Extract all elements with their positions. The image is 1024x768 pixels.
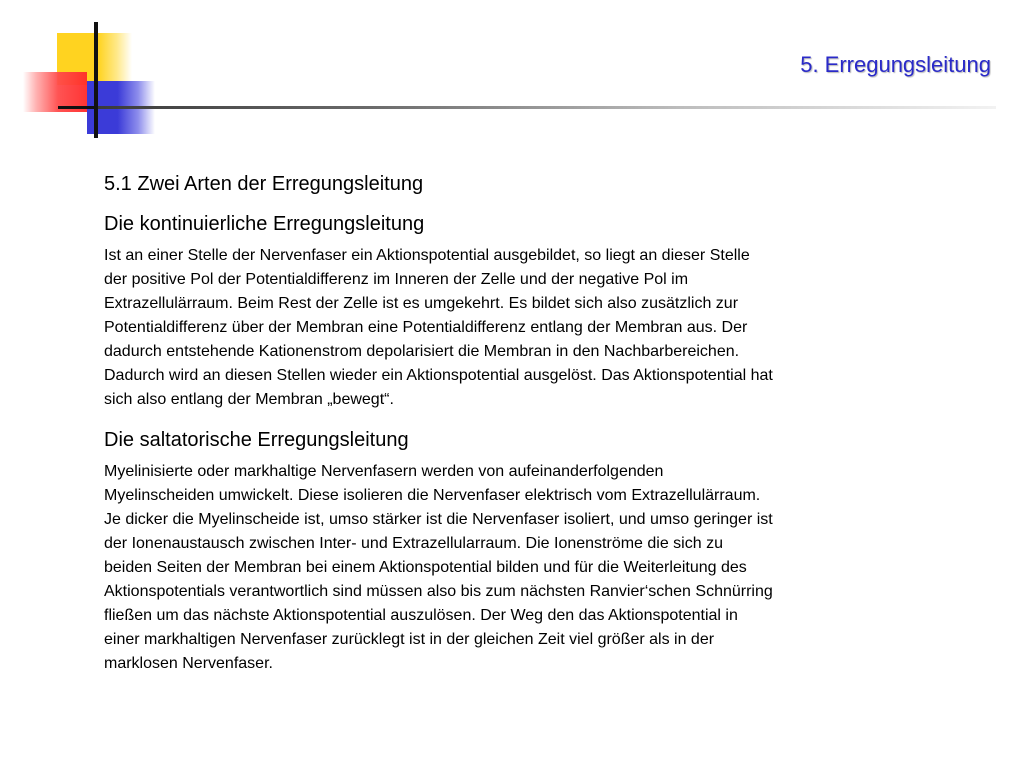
paragraph: [104, 244, 944, 412]
title-divider: [98, 106, 996, 109]
vertical-line-decoration: [94, 22, 98, 138]
paragraph-line: beiden Seiten der Membran bei einem Aktionspotential bilden und für die Weiterleitung des: [104, 559, 747, 576]
paragraph-line: Extrazellulärraum. Beim Rest der Zelle ist es umgekehrt. Es bildet sich also zusätzlich zur: [104, 295, 739, 312]
paragraph: [104, 460, 944, 676]
paragraph-line: Ist an einer Stelle der Nervenfaser ein Aktionspotential ausgebildet, so liegt an dieser Stelle: [104, 247, 750, 264]
paragraph-line: Aktionspotentials verantwortlich sind müssen also bis zum nächsten Ranvier‘schen Schnürring: [104, 583, 773, 600]
section-saltatory: [104, 426, 944, 676]
section-continuous: [104, 210, 944, 412]
paragraph-line: Potentialdifferenz über der Membran eine Potentialdifferenz entlang der Membran aus. Der: [104, 319, 748, 336]
slide-title: 5. Erregungsleitung: [800, 52, 991, 77]
subsection-heading: Die saltatorische Erregungsleitung: [104, 429, 409, 451]
section-heading: 5.1 Zwei Arten der Erregungsleitung: [104, 173, 424, 195]
paragraph-line: dadurch entstehende Kationenstrom depolarisiert die Membran in den Nachbarbereichen.: [104, 343, 740, 360]
paragraph-line: sich also entlang der Membran „bewegt“.: [104, 391, 394, 408]
subsection-heading: Die kontinuierliche Erregungsleitung: [104, 213, 425, 235]
paragraph-line: der positive Pol der Potentialdifferenz im Inneren der Zelle und der negative Pol im: [104, 271, 689, 288]
paragraph-line: Je dicker die Myelinscheide ist, umso stärker ist die Nervenfaser isoliert, und umso geringer ist: [104, 511, 773, 528]
paragraph-line: Dadurch wird an diesen Stellen wieder ein Aktionspotential ausgelöst. Das Aktionspotential hat: [104, 367, 773, 384]
paragraph-line: Myelinscheiden umwickelt. Diese isolieren die Nervenfaser elektrisch vom Extrazellulärraum.: [104, 487, 761, 504]
paragraph-line: Myelinisierte oder markhaltige Nervenfasern werden von aufeinanderfolgenden: [104, 463, 664, 480]
paragraph-line: einer markhaltigen Nervenfaser zurücklegt ist in der gleichen Zeit viel größer als in der: [104, 631, 715, 648]
slide-content: [104, 170, 944, 690]
paragraph-line: fließen um das nächste Aktionspotential auszulösen. Der Weg den das Aktionspotential in: [104, 607, 738, 624]
paragraph-line: der Ionenaustausch zwischen Inter- und Extrazellularraum. Die Ionenströme die sich zu: [104, 535, 723, 552]
paragraph-line: marklosen Nervenfaser.: [104, 655, 273, 672]
